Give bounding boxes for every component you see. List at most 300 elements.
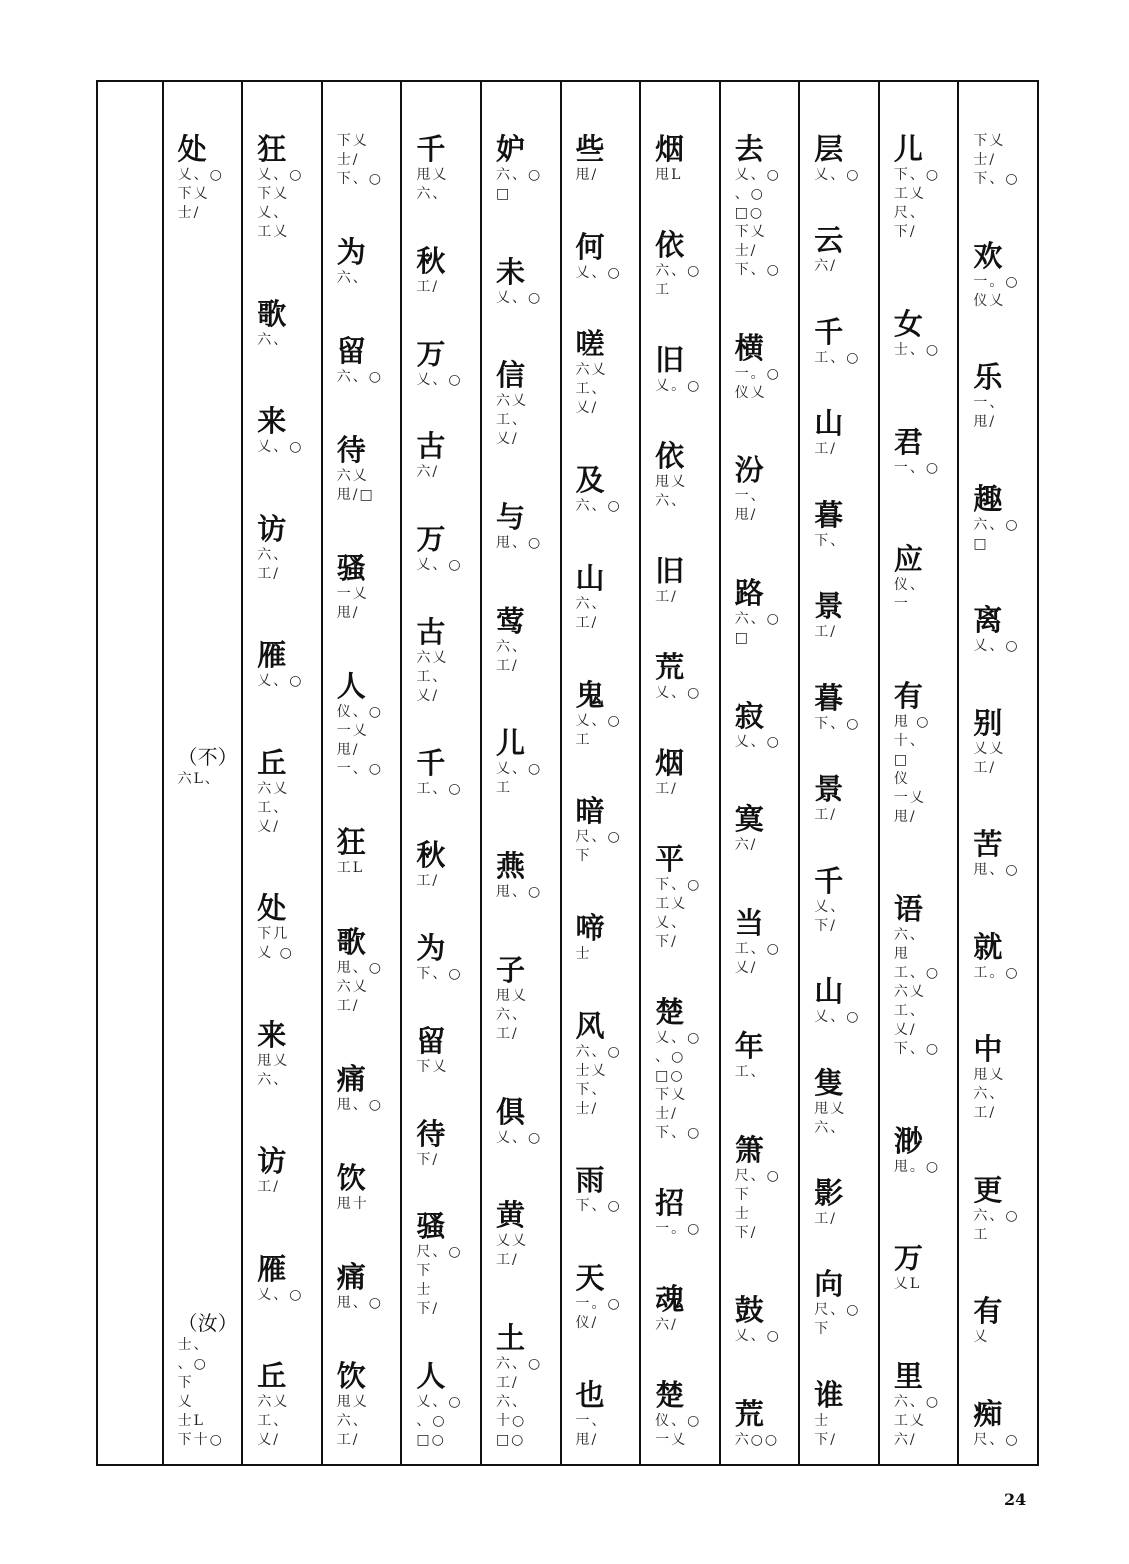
lyric-character: 丘 [257, 1359, 287, 1393]
lyric-unit [894, 679, 958, 827]
lyric-unit [735, 1029, 799, 1082]
lyric-character: 为 [416, 931, 446, 965]
gongche-notation: 工/ [257, 1179, 280, 1195]
score-column [480, 82, 560, 1464]
gongche-notation: 六、 [416, 186, 449, 202]
lyric-unit [814, 223, 878, 276]
lyric-character: 千 [416, 745, 446, 780]
lyric-character: 风 [575, 1008, 605, 1043]
gongche-notation: 乂、○ [814, 167, 861, 183]
gongche-notation: 工、○ [893, 964, 941, 981]
gongche-notation: 甩乂 [655, 474, 688, 490]
gongche-notation: 、○ [177, 1356, 208, 1372]
gongche-notation: 一。○ [973, 273, 1020, 290]
gongche-notation: 工/ [973, 1105, 997, 1122]
lyric-character: 隻 [814, 1065, 844, 1100]
gongche-notation: 乂、 [257, 205, 290, 221]
lyric-unit [973, 360, 1037, 432]
gongche-notation: 一、 [973, 395, 1006, 412]
lyric-unit [576, 1378, 640, 1450]
lyric-unit [416, 522, 480, 575]
gongche-notation: 六、 [893, 926, 926, 943]
lyric-character: 些 [575, 132, 605, 166]
lyric-character: 为 [336, 235, 366, 270]
gongche-notation: 乂、○ [257, 1286, 304, 1303]
lyric-character: 嗟 [575, 327, 605, 362]
lyric-character: 就 [973, 929, 1003, 964]
gongche-notation: 仪乂 [734, 384, 767, 401]
gongche-notation: 工、 [416, 668, 449, 685]
gongche-notation: 士L [177, 1413, 205, 1429]
lyric-character: 万 [416, 336, 446, 371]
gongche-notation: 甩/ [734, 507, 758, 524]
lyric-unit [814, 1176, 878, 1229]
gongche-notation: 乂 ○ [257, 945, 294, 961]
lyric-unit [735, 699, 799, 752]
lyric-character: 歌 [336, 924, 366, 959]
gongche-notation: 乂、○ [734, 1328, 781, 1345]
lyric-unit [337, 925, 401, 1016]
gongche-notation: 工/ [416, 873, 440, 890]
gongche-notation: 尺、○ [416, 1244, 463, 1261]
gongche-notation: 十、 [893, 733, 926, 749]
gongche-notation: 一乂 [655, 1432, 688, 1448]
lyric-character: 痛 [336, 1259, 366, 1294]
gongche-notation: 六/ [893, 1432, 917, 1448]
gongche-notation: 工L [336, 860, 365, 877]
gongche-notation: 尺、 [893, 205, 926, 221]
lyric-character: 烟 [655, 132, 685, 166]
lyric-character: 旧 [655, 343, 685, 377]
gongche-notation: 甩。○ [893, 1158, 941, 1175]
gongche-notation: 下、 [575, 1081, 608, 1098]
lyric-character: 古 [416, 614, 446, 649]
lyric-character: 雨 [575, 1163, 605, 1198]
lyric-unit [814, 1378, 878, 1450]
lyric-character: 更 [973, 1172, 1003, 1207]
gongche-notation: 工、 [575, 381, 608, 398]
lyric-character: 黄 [495, 1198, 525, 1233]
lyric-unit [496, 500, 560, 553]
gongche-notation: □○ [416, 1432, 446, 1448]
gongche-notation: 士/ [973, 152, 997, 168]
gongche-notation: 乂、○ [257, 439, 304, 455]
lyric-character: 有 [973, 1294, 1003, 1329]
gongche-notation: □ [495, 186, 512, 202]
lyric-unit [496, 132, 560, 204]
lyric-character: 有 [893, 679, 923, 713]
lyric-unit [496, 1321, 560, 1450]
gongche-notation: 下、 [814, 532, 847, 549]
lyric-character: 谁 [814, 1377, 844, 1412]
lyric-character: 平 [655, 842, 685, 876]
gongche-notation: 下、○ [973, 171, 1020, 187]
lyric-character: 儿 [893, 132, 923, 166]
lyric-unit [257, 404, 321, 457]
gongche-notation: 甩/ [336, 742, 360, 759]
gongche-notation: 乂/ [575, 400, 599, 417]
lyric-character: 访 [257, 511, 287, 546]
lyric-unit [178, 1310, 242, 1450]
gongche-notation: 乂、○ [734, 733, 781, 750]
gongche-notation: 六、○ [973, 516, 1020, 533]
gongche-notation: 工乂 [655, 896, 688, 912]
lyric-character: 影 [814, 1175, 844, 1210]
gongche-notation: 乂、○ [734, 167, 781, 183]
lyric-character: 山 [575, 560, 605, 595]
lyric-unit [814, 589, 878, 642]
lyric-character: 魂 [655, 1282, 685, 1316]
lyric-unit [416, 429, 480, 482]
gongche-notation: 甩乂 [973, 1067, 1006, 1084]
gongche-notation: 甩 ○ [893, 714, 931, 730]
lyric-character: 山 [814, 406, 844, 441]
lyric-unit [337, 1260, 401, 1313]
lyric-character: 狂 [336, 825, 366, 860]
gongche-notation: 乂 [177, 1394, 194, 1410]
gongche-notation: 一、 [575, 1412, 608, 1429]
gongche-notation: 六/ [416, 464, 440, 481]
gongche-notation: 六、 [814, 1119, 847, 1136]
gongche-notation: 甩、○ [495, 535, 543, 552]
gongche-notation: 尺、○ [734, 1167, 781, 1184]
lyric-character: 寞 [734, 802, 764, 837]
gongche-notation: 六乂 [336, 468, 369, 485]
lyric-unit [337, 551, 401, 623]
lyric-unit [178, 132, 242, 223]
gongche-notation: 甩/ [893, 809, 917, 825]
lyric-character: 人 [336, 669, 366, 704]
gongche-notation: 六、 [495, 1393, 528, 1410]
gongche-notation: 六、 [257, 546, 290, 563]
lyric-character: 万 [416, 522, 446, 556]
lyric-unit [814, 498, 878, 551]
lyric-unit [973, 1397, 1037, 1450]
lyric-unit [655, 554, 719, 607]
gongche-notation: 甩十 [336, 1195, 369, 1212]
gongche-notation: 下、○ [893, 167, 941, 183]
gongche-notation: 下 [814, 1321, 831, 1338]
score-column [400, 82, 480, 1464]
lyric-unit [337, 132, 401, 189]
lyric-unit [416, 1209, 480, 1319]
gongche-notation: 士乂 [575, 1062, 608, 1079]
lyric-character: 鬼 [575, 677, 605, 712]
lyric-character: 万 [893, 1241, 923, 1276]
lyric-character: 歌 [257, 296, 287, 331]
gongche-notation: 下、○ [416, 966, 463, 982]
gongche-notation: 下 [575, 848, 592, 865]
lyric-character: 荒 [655, 650, 685, 684]
lyric-unit [337, 1062, 401, 1115]
gongche-notation: 工/ [495, 1025, 519, 1042]
gongche-notation: 甩/ [973, 414, 997, 431]
gongche-notation: 工/ [495, 1252, 519, 1269]
gongche-notation: 下乂 [973, 133, 1006, 149]
lyric-unit [496, 726, 560, 798]
lyric-character: 当 [734, 906, 764, 941]
lyric-character: 丘 [257, 745, 287, 780]
lyric-character: 旧 [655, 554, 685, 588]
gongche-notation: 乂、○ [575, 712, 622, 729]
gongche-notation: 六、○ [893, 1394, 941, 1410]
gongche-notation: 六、 [495, 638, 528, 655]
gongche-notation: 甩、○ [336, 1096, 384, 1113]
gongche-notation: 乂L [893, 1276, 922, 1293]
lyric-unit [973, 706, 1037, 778]
gongche-notation: 工乂 [893, 186, 926, 202]
lyric-unit [814, 681, 878, 734]
gongche-notation: 工/ [495, 657, 519, 674]
gongche-notation: 一、○ [336, 761, 384, 778]
gongche-notation: 工、 [257, 1413, 290, 1429]
gongche-notation: 六、○ [495, 167, 543, 183]
lyric-unit [735, 1133, 799, 1243]
gongche-notation: 、○ [655, 1049, 686, 1065]
gongche-notation: □○ [734, 205, 765, 221]
lyric-unit [655, 1282, 719, 1335]
gongche-notation: 仪、○ [336, 704, 384, 721]
score-column [98, 82, 162, 1464]
gongche-notation: 六、○ [655, 263, 702, 279]
gongche-notation: 工 [575, 731, 592, 748]
lyric-character: 横 [734, 330, 764, 365]
lyric-character: 暮 [814, 497, 844, 532]
lyric-unit [655, 746, 719, 799]
lyric-unit [576, 678, 640, 750]
gongche-notation: 工/ [814, 1210, 837, 1227]
lyric-unit [814, 315, 878, 368]
gongche-notation: 工/ [257, 565, 280, 582]
gongche-notation: 乂、○ [416, 371, 463, 388]
lyric-character: 狂 [257, 132, 287, 166]
gongche-notation: 乂/ [257, 818, 280, 835]
gongche-notation: 甩、○ [336, 1294, 384, 1311]
lyric-unit [814, 772, 878, 825]
gongche-notation: 工、 [257, 799, 290, 816]
gongche-notation: 工/ [814, 624, 837, 641]
lyric-character: 景 [814, 772, 844, 807]
lyric-unit [257, 746, 321, 837]
lyric-unit [416, 1359, 480, 1450]
lyric-unit [735, 1397, 799, 1450]
gongche-notation: 下、○ [655, 877, 702, 893]
lyric-character: 寂 [734, 698, 764, 733]
lyric-character: 千 [814, 314, 844, 349]
lyric-character: 别 [973, 705, 1003, 740]
gongche-notation: 、○ [416, 1413, 447, 1429]
gongche-notation: 士/ [655, 1106, 678, 1122]
gongche-notation: 工、 [893, 1002, 926, 1019]
lyric-character: 去 [734, 132, 764, 166]
lyric-character: 鼓 [734, 1293, 764, 1328]
gongche-notation: 士 [814, 1412, 831, 1429]
lyric-character: 秋 [416, 838, 446, 873]
lyric-unit [576, 794, 640, 866]
lyric-unit [655, 132, 719, 185]
lyric-unit [973, 482, 1037, 554]
lyric-character: 景 [814, 589, 844, 624]
gongche-notation: 工/ [655, 781, 678, 797]
lyric-unit [257, 638, 321, 691]
gongche-notation: 乂、○ [495, 1129, 543, 1146]
lyric-unit [337, 433, 401, 505]
gongche-notation: 乂/ [734, 960, 758, 977]
lyric-character: 痴 [973, 1396, 1003, 1431]
lyric-unit [576, 132, 640, 185]
score-column [957, 82, 1037, 1464]
lyric-unit [655, 343, 719, 396]
gongche-notation: 六乂 [893, 983, 926, 1000]
lyric-unit [735, 1293, 799, 1346]
gongche-notation: 士/ [575, 1100, 599, 1117]
gongche-notation: 六、○ [575, 1043, 622, 1060]
gongche-notation: 工/ [973, 759, 997, 776]
lyric-unit [894, 1359, 958, 1450]
gongche-notation: 六L、 [177, 771, 221, 787]
page-number: 24 [1004, 1490, 1027, 1509]
gongche-notation: 工/ [655, 589, 678, 605]
gongche-notation: 士/ [336, 152, 360, 168]
lyric-character: 莺 [495, 603, 525, 638]
lyric-character: 天 [575, 1261, 605, 1296]
lyric-unit [655, 439, 719, 511]
lyric-character: 古 [416, 429, 446, 464]
gongche-notation: 下、○ [814, 715, 861, 732]
gongche-notation: □ [893, 752, 910, 768]
lyric-unit [973, 239, 1037, 311]
lyric-unit [416, 337, 480, 390]
lyric-unit [576, 327, 640, 418]
gongche-notation: 六、 [495, 1006, 528, 1023]
score-column [719, 82, 799, 1464]
gongche-notation: 乂乂 [973, 740, 1006, 757]
lyric-character: 痛 [336, 1061, 366, 1096]
gongche-notation: 甩、○ [495, 884, 543, 901]
score-column [878, 82, 958, 1464]
lyric-unit [257, 1252, 321, 1305]
lyric-unit [973, 603, 1037, 656]
gongche-notation: 六、○ [973, 1207, 1020, 1224]
gongche-notation: 乂、○ [814, 1009, 861, 1026]
lyric-unit [655, 650, 719, 703]
gongche-notation: 工。○ [973, 964, 1020, 981]
lyric-unit [257, 891, 321, 963]
lyric-unit [257, 1018, 321, 1090]
lyric-unit [735, 331, 799, 403]
gongche-notation: 乂/ [495, 431, 519, 448]
gongche-notation: 乂/ [257, 1432, 280, 1448]
gongche-notation: 乂、○ [177, 167, 224, 183]
lyric-unit [655, 842, 719, 952]
lyric-character: 趣 [973, 481, 1003, 516]
gongche-notation: 仪、 [893, 577, 926, 594]
gongche-notation: 六乂 [257, 1394, 290, 1410]
lyric-unit [576, 1009, 640, 1119]
lyric-unit [257, 512, 321, 584]
gongche-notation: 工/ [575, 614, 599, 631]
gongche-notation: 尺、○ [814, 1302, 861, 1319]
gongche-notation: 六○○ [734, 1431, 780, 1448]
lyric-character: 燕 [495, 849, 525, 884]
gongche-notation: □○ [495, 1431, 526, 1448]
lyric-unit [496, 1198, 560, 1270]
gongche-notation: 甩/ [336, 605, 360, 622]
gongche-notation: □ [973, 535, 989, 552]
gongche-notation: 乂。○ [655, 378, 702, 394]
lyric-character: 骚 [336, 551, 366, 586]
gongche-notation: 工、 [734, 1063, 767, 1080]
lyric-character: 啼 [575, 911, 605, 946]
lyric-character: 烟 [655, 746, 685, 780]
lyric-character: 依 [655, 228, 685, 262]
gongche-notation: 士/ [734, 243, 758, 259]
lyric-unit [416, 615, 480, 706]
gongche-score-table [96, 80, 1039, 1466]
gongche-notation: 六乂 [336, 978, 369, 995]
lyric-character: 层 [814, 132, 844, 166]
gongche-notation: 甩乂 [416, 167, 449, 183]
lyric-character: 楚 [655, 1378, 685, 1412]
gongche-notation: 工、 [495, 412, 528, 429]
gongche-notation: 士 [734, 1205, 751, 1222]
gongche-notation: 一乂 [893, 790, 926, 806]
lyric-unit [257, 1144, 321, 1197]
gongche-notation: 下乂 [655, 1087, 688, 1103]
lyric-unit [973, 930, 1037, 983]
gongche-notation: 下/ [655, 934, 678, 950]
gongche-notation: 下、○ [734, 262, 781, 278]
gongche-notation: 尺、○ [973, 1431, 1020, 1448]
lyric-unit [655, 1186, 719, 1239]
lyric-character: 苦 [973, 827, 1003, 862]
lyric-character: 暗 [575, 794, 605, 829]
gongche-notation: 六、 [973, 1086, 1006, 1103]
gongche-notation: 工乂 [893, 1413, 926, 1429]
gongche-notation: 六、○ [734, 611, 781, 628]
score-column [560, 82, 640, 1464]
gongche-notation: □ [734, 630, 750, 647]
score-column [321, 82, 401, 1464]
score-column [639, 82, 719, 1464]
lyric-unit [894, 542, 958, 614]
lyric-unit [973, 1032, 1037, 1123]
gongche-notation: 甩L [655, 167, 683, 183]
gongche-notation: 士/ [177, 205, 201, 221]
lyric-unit [973, 827, 1037, 880]
gongche-notation: 六乂 [257, 780, 290, 797]
lyric-character: 待 [416, 1116, 446, 1151]
gongche-notation: 下乂 [177, 186, 210, 202]
gongche-notation: 士、 [177, 1337, 210, 1353]
lyric-unit [735, 906, 799, 978]
lyric-character: 及 [575, 463, 605, 498]
lyric-character: 雁 [257, 1251, 287, 1286]
lyric-unit [894, 307, 958, 360]
lyric-unit [178, 744, 242, 789]
lyric-character: 云 [814, 223, 844, 258]
gongche-notation: 乂乂 [495, 1233, 528, 1250]
lyric-unit [496, 358, 560, 449]
gongche-notation: 乂、○ [495, 289, 543, 306]
gongche-notation: 乂、○ [257, 167, 304, 183]
lyric-character: 子 [495, 952, 525, 987]
gongche-notation: 六、○ [495, 1355, 543, 1372]
lyric-unit [894, 892, 958, 1059]
lyric-unit [337, 825, 401, 878]
gongche-notation: 仪/ [575, 1315, 599, 1332]
lyric-unit [416, 1024, 480, 1077]
